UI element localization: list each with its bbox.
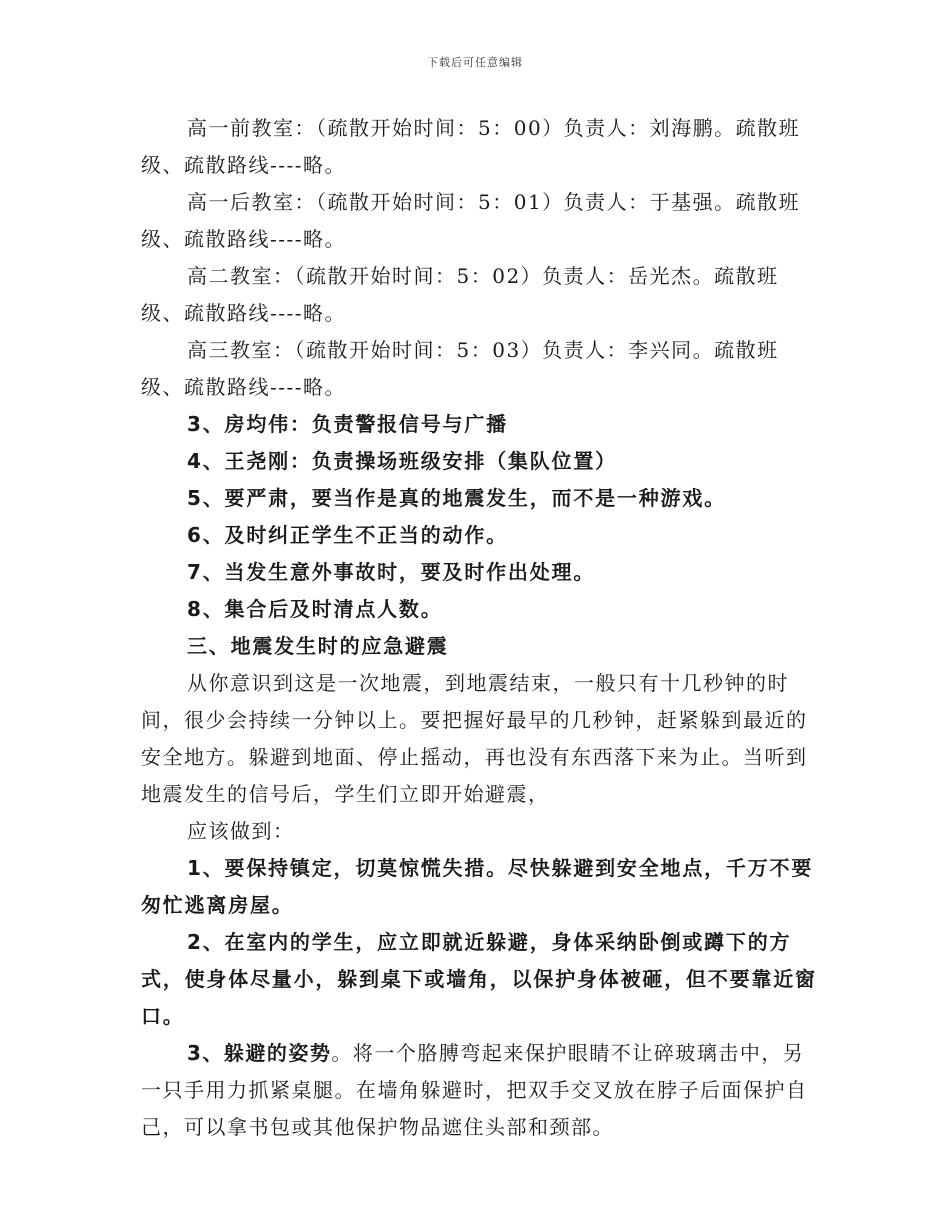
paragraph-earthquake-intro: 从你意识到这是一次地震，到地震结束，一般只有十几秒钟的时间，很少会持续一分钟以上。要把握好最早的几秒钟，赶紧躲到最近的安全地方。躲避到地面、停止摇动，再也没有东西落下来为止。当听到地震发生的信号后，学生们立即开始避震， <box>141 671 808 806</box>
section-heading-emergency: 三、地震发生时的应急避震 <box>187 634 449 658</box>
item-stay-calm: 1、要保持镇定，切莫惊慌失措。尽快躲避到安全地点，千万不要匆忙逃离房屋。 <box>141 856 814 917</box>
item-posture <box>141 1035 821 1146</box>
paragraph-evac-grade2: 高二教室：（疏散开始时间：5：02）负责人：岳光杰。疏散班级、疏散路线----略。 <box>141 264 779 325</box>
item-count-people: 8、集合后及时清点人数。 <box>187 597 443 621</box>
paragraph-evac-grade1-back: 高一后教室：（疏散开始时间：5：01）负责人：于基强。疏散班级、疏散路线----略。 <box>141 190 801 251</box>
item-posture-text: 。将一个胳膊弯起来保护眼睛不让碎玻璃击中，另一只手用力抓紧桌腿。在墙角躲避时，把双手交叉放在脖子后面保护自己，可以拿书包或其他保护物品遮住头部和颈部。 <box>141 1041 808 1139</box>
item-indoor-students: 2、在室内的学生，应立即就近躲避，身体采纳卧倒或蹲下的方式，使身体尽量小，躲到桌下或墙角，以保护身体被砸，但不要靠近窗口。 <box>141 930 817 1028</box>
item-posture-heading: 3、躲避的姿势 <box>187 1041 332 1065</box>
item-handle-accidents: 7、当发生意外事故时，要及时作出处理。 <box>187 560 596 584</box>
page-header: 下载后可任意编辑 <box>427 56 523 69</box>
document-body <box>141 110 821 1146</box>
paragraph-evac-grade3: 高三教室：（疏散开始时间：5：03）负责人：李兴同。疏散班级、疏散路线----略。 <box>141 338 779 399</box>
item-correct-actions: 6、及时纠正学生不正当的动作。 <box>187 523 508 547</box>
item-playground-arrangement: 4、王尧刚：负责操场班级安排（集队位置） <box>187 449 617 473</box>
item-alarm-broadcast: 3、房均伟：负责警报信号与广播 <box>187 412 508 436</box>
paragraph-should-do: 应该做到： <box>187 819 295 843</box>
paragraph-evac-grade1-front: 高一前教室：（疏散开始时间：5：00）负责人：刘海鹏。疏散班级、疏散路线----略。 <box>141 116 801 177</box>
item-be-serious: 5、要严肃，要当作是真的地震发生，而不是一种游戏。 <box>187 486 726 510</box>
